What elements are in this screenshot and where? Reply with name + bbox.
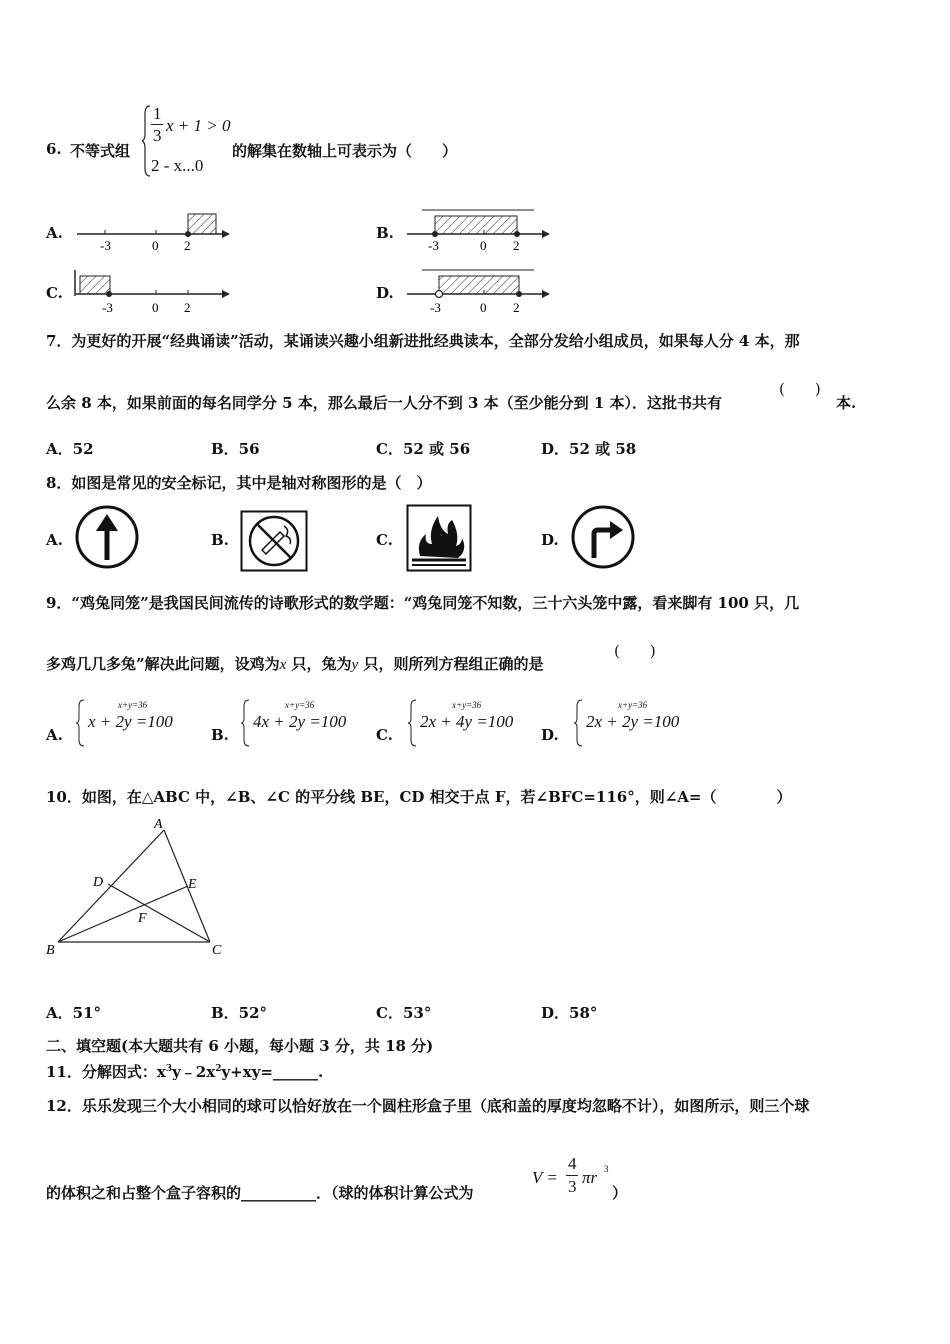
q6a-tick-2: 0 bbox=[152, 238, 159, 253]
q7-line2: 么余 8 本，如果前面的每名同学分 5 本，那么最后一人分不到 3 本（至少能分到 1 本）．这批书共有 bbox=[46, 394, 723, 412]
q6-ineq2: 2 - x...0 bbox=[151, 156, 204, 175]
q12-formula-rhs: πr bbox=[582, 1168, 598, 1187]
q6a-tick-1: -3 bbox=[100, 238, 111, 253]
q12-mid: ．（球的体积计算公式为 bbox=[316, 1184, 474, 1202]
q9d-eq-bottom: 2x + 2y =100 bbox=[586, 712, 680, 731]
q12-end: ） bbox=[612, 1184, 628, 1202]
q11-sup2: 2 bbox=[215, 1064, 222, 1074]
q6-number: 6. bbox=[46, 140, 62, 158]
q8-option-d-label[interactable]: D. bbox=[541, 531, 559, 549]
q9-option-c-label[interactable]: C. bbox=[376, 726, 393, 744]
q11-mid2: y+xy= bbox=[221, 1063, 273, 1081]
q6-option-b-numberline[interactable] bbox=[402, 206, 562, 256]
flammable-sign-icon[interactable] bbox=[406, 504, 472, 572]
q9b-eq-bottom: 4x + 2y =100 bbox=[253, 712, 347, 731]
q7-answer-paren: ( ) bbox=[779, 380, 821, 398]
q6-suffix: 的解集在数轴上可表示为（ ） bbox=[232, 142, 458, 160]
q9-option-d-label[interactable]: D. bbox=[541, 726, 559, 744]
q6b-tick-2: 0 bbox=[480, 238, 487, 253]
q11-sup1: 3 bbox=[165, 1064, 173, 1074]
q9d-eq-top: x+y=36 bbox=[618, 700, 648, 710]
q6-frac-bar bbox=[151, 124, 163, 125]
q6-option-a-numberline[interactable] bbox=[72, 210, 232, 256]
q8-option-c-label[interactable]: C. bbox=[376, 531, 393, 549]
q10-label-a: A bbox=[154, 817, 163, 832]
q6c-tick-1: -3 bbox=[102, 300, 113, 315]
q7-option-a[interactable]: A．52 bbox=[46, 440, 94, 458]
q9b-brace-icon bbox=[241, 698, 251, 748]
q6c-tick-3: 2 bbox=[184, 300, 191, 315]
q6-frac-den: 3 bbox=[153, 126, 162, 145]
q6-frac-num: 1 bbox=[153, 104, 162, 123]
q9c-eq-top: x+y=36 bbox=[452, 700, 482, 710]
q8-option-a-label[interactable]: A. bbox=[46, 531, 63, 549]
q7-line1: 7．为更好的开展“经典诵读”活动，某诵读兴趣小组新进批经典读本，全部分发给小组成员，如果每人分 4 本，那 bbox=[46, 332, 800, 350]
q6d-tick-3: 2 bbox=[513, 300, 520, 315]
q6a-tick-3: 2 bbox=[184, 238, 191, 253]
q8-option-b-label[interactable]: B. bbox=[211, 531, 229, 549]
q9-line2 bbox=[46, 653, 543, 674]
q9-var-y: y bbox=[351, 657, 359, 673]
q6d-tick-2: 0 bbox=[480, 300, 487, 315]
q9a-eq-top: x+y=36 bbox=[118, 700, 148, 710]
q9-line2-c: 只，则所列方程组正确的是 bbox=[358, 655, 544, 673]
q9-line1: 9．“鸡兔同笼”是我国民间流传的诗歌形式的数学题：“鸡兔同笼不知数，三十六头笼中露，看来脚有 100 只，几 bbox=[46, 594, 800, 612]
q12-frac-bar bbox=[566, 1175, 578, 1176]
q10-option-d[interactable]: D．58° bbox=[541, 1004, 598, 1022]
section2-heading: 二、填空题(本大题共有 6 小题，每小题 3 分，共 18 分) bbox=[46, 1037, 434, 1055]
q9b-eq-top: x+y=36 bbox=[285, 700, 315, 710]
q6-option-d-numberline[interactable] bbox=[402, 266, 562, 316]
q6-inequality-system bbox=[142, 104, 232, 179]
q6d-tick-1: -3 bbox=[430, 300, 441, 315]
q9-line2-b: 只，兔为 bbox=[286, 655, 352, 673]
q11-answer-blank[interactable]: ______ bbox=[272, 1063, 318, 1081]
q10-option-a[interactable]: A．51° bbox=[46, 1004, 102, 1022]
q12-line2-text: 的体积之和占整个盒子容积的 bbox=[46, 1184, 242, 1202]
q9-option-d-system[interactable] bbox=[574, 698, 699, 748]
q12-line2 bbox=[46, 1182, 474, 1203]
q10-label-b: B bbox=[46, 943, 55, 958]
q7-option-b[interactable]: B．56 bbox=[211, 440, 260, 458]
q10-label-f: F bbox=[138, 911, 147, 926]
up-arrow-sign-icon[interactable] bbox=[74, 504, 140, 570]
q11-prefix: 11．分解因式：x bbox=[46, 1063, 166, 1081]
q10-triangle-figure bbox=[40, 814, 240, 964]
q9-answer-paren: ( ) bbox=[614, 642, 656, 660]
q9a-eq-bottom: x + 2y =100 bbox=[88, 712, 173, 731]
q9c-eq-bottom: 2x + 4y =100 bbox=[420, 712, 514, 731]
q10-text: 10．如图，在△ABC 中，∠B、∠C 的平分线 BE，CD 相交于点 F，若∠BFC=116°，则∠A=（ ） bbox=[46, 788, 792, 806]
q7-option-d[interactable]: D．52 或 58 bbox=[541, 440, 637, 458]
q6-prefix: 不等式组 bbox=[70, 142, 131, 160]
q12-volume-formula bbox=[532, 1154, 622, 1204]
q10-label-c: C bbox=[212, 943, 222, 958]
q11-text bbox=[46, 1061, 323, 1082]
q9-var-x: x bbox=[279, 657, 287, 673]
q9a-brace-icon bbox=[76, 698, 86, 748]
q10-option-c[interactable]: C．53° bbox=[376, 1004, 432, 1022]
q9-line2-a: 多鸡几几多兔”解决此问题，设鸡为 bbox=[46, 655, 280, 673]
q10-option-b[interactable]: B．52° bbox=[211, 1004, 268, 1022]
q6c-tick-2: 0 bbox=[152, 300, 159, 315]
q12-line1: 12．乐乐发现三个大小相同的球可以恰好放在一个圆柱形盒子里（底和盖的厚度均忽略不计），如图所示，则三个球 bbox=[46, 1097, 810, 1115]
q11-mid1: y﹣2x bbox=[172, 1063, 216, 1081]
q6b-tick-3: 2 bbox=[513, 238, 520, 253]
q10-label-d: D bbox=[93, 875, 104, 890]
right-turn-sign-icon[interactable] bbox=[570, 504, 636, 570]
q10-label-e: E bbox=[188, 877, 197, 892]
q6-option-d-label[interactable]: D. bbox=[376, 284, 394, 302]
q6b-tick-1: -3 bbox=[428, 238, 439, 253]
q9-option-b-label[interactable]: B. bbox=[211, 726, 229, 744]
q12-frac-den: 3 bbox=[568, 1177, 577, 1196]
no-smoking-sign-icon[interactable] bbox=[240, 510, 308, 572]
q8-text: 8．如图是常见的安全标记，其中是轴对称图形的是（ ） bbox=[46, 474, 432, 492]
q7-option-c[interactable]: C．52 或 56 bbox=[376, 440, 471, 458]
q9-option-a-system[interactable] bbox=[76, 698, 196, 748]
q6-option-b-label[interactable]: B. bbox=[376, 224, 394, 242]
q6-option-a-label[interactable]: A. bbox=[46, 224, 63, 242]
q11-end: . bbox=[317, 1063, 324, 1081]
q6-option-c-label[interactable]: C. bbox=[46, 284, 63, 302]
q9d-brace-icon bbox=[574, 698, 584, 748]
q9c-brace-icon bbox=[408, 698, 418, 748]
q9-option-b-system[interactable] bbox=[241, 698, 366, 748]
q12-answer-blank[interactable]: __________ bbox=[241, 1184, 317, 1202]
q12-formula-lhs: V = bbox=[532, 1168, 558, 1187]
q7-tail: 本. bbox=[836, 394, 857, 412]
q12-frac-num: 4 bbox=[568, 1154, 577, 1173]
q6-option-c-numberline[interactable] bbox=[72, 266, 232, 316]
q9-option-c-system[interactable] bbox=[408, 698, 533, 748]
q6-ineq1: x + 1 > 0 bbox=[166, 116, 231, 135]
q9-option-a-label[interactable]: A. bbox=[46, 726, 63, 744]
q12-formula-sup: 3 bbox=[604, 1164, 609, 1174]
